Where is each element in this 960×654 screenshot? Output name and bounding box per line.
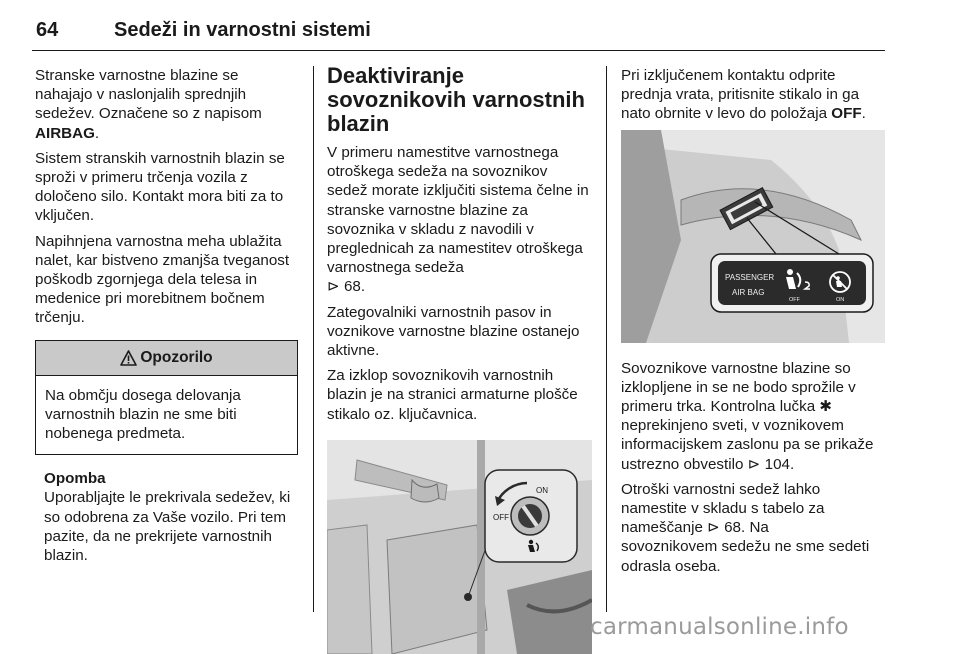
section-title: Sedeži in varnostni sistemi: [114, 19, 371, 41]
section-heading: Deaktiviranje sovoznikovih varnostnih blazin: [327, 63, 585, 136]
paragraph: Za izklop sovoznikovih varnostnih blazin je na stranici armaturne plošče stikalo oz. ključavnica.: [327, 367, 578, 423]
paragraph: Otroški varnostni sedež lahko namestite v skladu s tabelo za nameščanje ⊳ 68. Na sovoznikovem sedežu ne sme sedeti odrasla oseba.: [621, 480, 870, 575]
paragraph: Stranske varnostne blazine se nahajajo v naslonjalih sprednjih sedežev. Označene so z napisom AIRBAG.: [35, 67, 262, 142]
paragraph: Pri izključenem kontaktu odprite prednja vrata, pritisnite stikalo in ga nato obrnite v levo do položaja OFF.: [621, 67, 866, 123]
warning-header: [36, 341, 297, 376]
panel-line2: AIR BAG: [732, 287, 765, 297]
column-middle: [327, 63, 592, 654]
panel-off-label: OFF: [789, 296, 800, 303]
paragraph: V primeru namestitve varnostnega otroškega sedeža na sovoznikov sedež morate izključiti sistema čelne in stranske varnostne blazine za sovoznika v skladu z navodili v preglednicah za namestitev otroškega varnostnega sedeža ⊳ 68.: [327, 144, 589, 296]
column-divider: [606, 66, 607, 612]
switch-off-label: OFF: [493, 512, 509, 522]
airbag-indicator-figure: [621, 130, 885, 343]
page-ref-arrow-icon: ⊳: [707, 519, 720, 537]
note-title: Opomba: [44, 470, 106, 488]
panel-line1: PASSENGER: [725, 272, 775, 282]
warning-triangle-icon: [120, 350, 137, 366]
panel-on-label: ON: [836, 296, 845, 303]
column-divider: [313, 66, 314, 612]
warning-title: Opozorilo: [140, 349, 213, 367]
paragraph: Sistem stranskih varnostnih blazin se sproži v primeru trčenja vozila z določeno silo. Kontakt mora biti za to vključen.: [35, 149, 285, 225]
airbag-off-warning-icon: ✱: [819, 398, 833, 416]
dashboard-switch-figure: [327, 440, 592, 654]
paragraph: Napihnjena varnostna meha ublažita nalet, kar bistveno zmanjša tveganost poškodb zgornjega dela telesa in medenice pri morebitnem bočnem trčenju.: [35, 232, 290, 327]
page-ref-arrow-icon: ⊳: [327, 278, 340, 296]
page-ref-arrow-icon: ⊳: [747, 455, 761, 473]
column-left: [35, 66, 298, 565]
switch-on-label: ON: [536, 485, 548, 495]
note: [44, 469, 298, 565]
column-right: [621, 66, 889, 582]
paragraph: Sovoznikove varnostne blazine so izklopljene in se ne bodo sprožile v primeru trka. Kontrolna lučka ✱ neprekinjeno sveti, v voznikovem informacijskem zaslonu pa se prikaže ustrezno obvestilo ⊳ 104.: [621, 359, 874, 473]
page-header: [32, 14, 885, 51]
note-text: Uporabljajte le prekrivala sedežev, ki so odobrena za Vaše vozilo. Pri tem pazite, da ne prekrijete varnostnih blazin.: [44, 489, 291, 565]
page-number: 64: [36, 19, 59, 41]
warning-box: [35, 340, 298, 456]
warning-text: Na obmčju dosega delovanja varnostnih blazin ne sme biti nobenega predmeta.: [45, 386, 241, 443]
paragraph: Zategovalniki varnostnih pasov in voznikove varnostne blazine ostanejo aktivne.: [327, 303, 580, 360]
watermark: carmanualsonline.info: [590, 614, 849, 640]
